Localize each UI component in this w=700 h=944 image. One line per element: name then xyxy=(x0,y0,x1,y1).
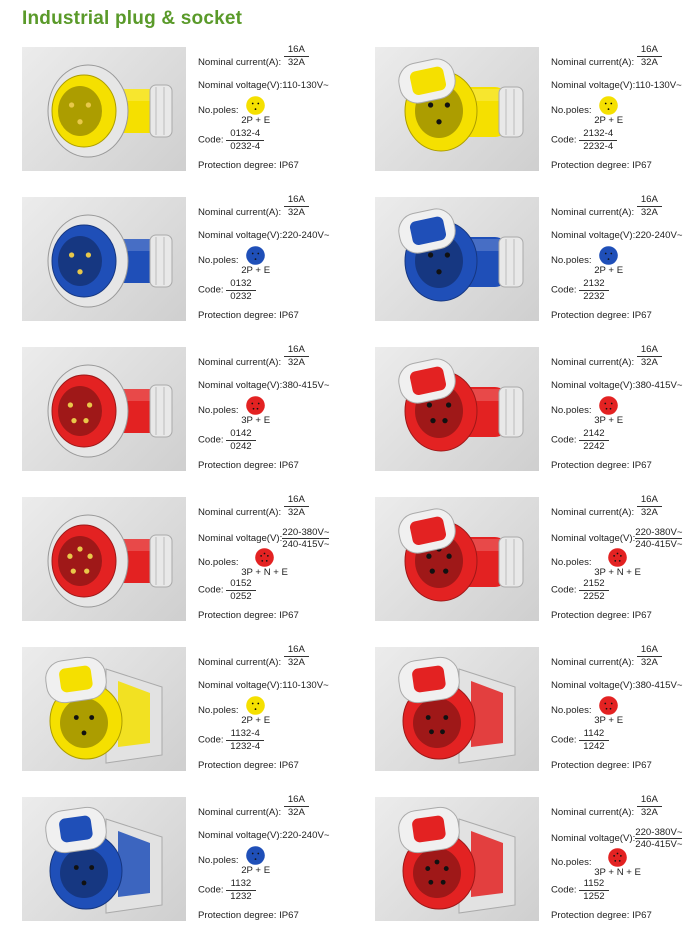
pole-pattern-icon xyxy=(608,848,627,867)
poles-badge xyxy=(594,246,623,276)
poles-row xyxy=(198,96,270,126)
code-value: 1252 xyxy=(583,891,605,902)
product-item xyxy=(22,644,349,794)
current-row xyxy=(198,644,309,669)
voltage-label: Nominal voltage(V): xyxy=(198,230,283,241)
product-photo xyxy=(22,347,186,471)
code-value: 2232 xyxy=(583,291,605,302)
poles-value: 2P + E xyxy=(594,265,624,276)
poles-value: 3P + N + E xyxy=(594,567,641,578)
current-row xyxy=(551,494,662,519)
current-label: Nominal current(A): xyxy=(198,807,282,819)
voltage-value: 220-240V~ xyxy=(635,230,683,241)
product-item xyxy=(22,494,349,644)
voltage-value: 240-415V~ xyxy=(635,539,683,550)
code-label: Code: xyxy=(198,284,224,296)
current-value: 32A xyxy=(287,807,305,818)
current-value: 32A xyxy=(640,507,658,518)
code-row xyxy=(198,128,264,153)
voltage-value: 220-380V~ xyxy=(635,527,683,538)
poles-badge xyxy=(241,96,270,126)
code-row xyxy=(551,128,617,153)
current-value: 16A xyxy=(284,494,309,507)
voltage-label: Nominal voltage(V): xyxy=(198,680,283,691)
poles-badge xyxy=(594,396,623,426)
product-photo xyxy=(375,497,539,621)
current-value: 32A xyxy=(640,357,658,368)
code-value: 1142 xyxy=(579,728,608,741)
poles-value: 2P + E xyxy=(241,715,271,726)
code-values xyxy=(579,128,617,153)
poles-label: No.poles: xyxy=(198,705,239,716)
current-label: Nominal current(A): xyxy=(551,57,635,69)
code-values xyxy=(226,428,255,453)
poles-value: 3P + N + E xyxy=(594,867,641,878)
poles-label: No.poles: xyxy=(198,557,239,568)
voltage-value: 380-415V~ xyxy=(282,380,330,391)
current-value: 32A xyxy=(640,657,658,668)
current-value: 16A xyxy=(637,794,662,807)
current-row xyxy=(198,344,309,369)
protection-row: Protection degree: IP67 xyxy=(198,310,299,321)
code-value: 2252 xyxy=(583,591,605,602)
code-value: 2132 xyxy=(579,278,608,291)
poles-row xyxy=(198,548,288,578)
current-value: 16A xyxy=(284,44,309,57)
current-row xyxy=(198,494,309,519)
current-label: Nominal current(A): xyxy=(551,807,635,819)
current-value: 32A xyxy=(640,807,658,818)
product-item xyxy=(375,194,700,344)
current-label: Nominal current(A): xyxy=(551,657,635,669)
code-label: Code: xyxy=(198,884,224,896)
code-label: Code: xyxy=(198,434,224,446)
product-item xyxy=(375,794,700,944)
voltage-row xyxy=(551,827,682,850)
voltage-row xyxy=(551,81,682,91)
code-value: 2232-4 xyxy=(583,141,614,152)
code-value: 1152 xyxy=(579,878,608,891)
poles-value: 2P + E xyxy=(241,265,271,276)
protection-row: Protection degree: IP67 xyxy=(551,460,652,471)
current-value: 32A xyxy=(640,57,658,68)
voltage-row xyxy=(198,681,329,691)
voltage-row xyxy=(198,381,329,391)
current-value: 32A xyxy=(640,207,658,218)
voltage-value: 220-240V~ xyxy=(282,830,330,841)
code-value: 1242 xyxy=(583,741,605,752)
current-label: Nominal current(A): xyxy=(198,657,282,669)
poles-row xyxy=(551,696,623,726)
poles-label: No.poles: xyxy=(198,255,239,266)
protection-row: Protection degree: IP67 xyxy=(551,310,652,321)
poles-label: No.poles: xyxy=(551,255,592,266)
voltage-row xyxy=(198,231,329,241)
product-item xyxy=(375,344,700,494)
current-value: 16A xyxy=(637,494,662,507)
voltage-row xyxy=(198,81,329,91)
pole-pattern-icon xyxy=(599,96,618,115)
protection-row: Protection degree: IP67 xyxy=(198,910,299,921)
current-values xyxy=(284,644,309,669)
code-values xyxy=(579,428,608,453)
current-values xyxy=(637,194,662,219)
current-value: 32A xyxy=(287,507,305,518)
poles-label: No.poles: xyxy=(551,857,592,868)
code-values xyxy=(226,578,255,603)
current-row xyxy=(198,194,309,219)
poles-badge xyxy=(594,696,623,726)
voltage-values xyxy=(635,527,682,550)
protection-row: Protection degree: IP67 xyxy=(198,760,299,771)
voltage-value: 110-130V~ xyxy=(635,80,682,91)
code-label: Code: xyxy=(551,434,577,446)
code-value: 2242 xyxy=(583,441,605,452)
code-row xyxy=(198,878,256,903)
poles-badge xyxy=(241,246,270,276)
voltage-values xyxy=(635,827,682,850)
code-row xyxy=(551,278,609,303)
code-label: Code: xyxy=(198,734,224,746)
product-photo xyxy=(22,197,186,321)
voltage-row xyxy=(198,831,329,841)
product-item xyxy=(22,794,349,944)
current-values xyxy=(637,494,662,519)
poles-value: 3P + E xyxy=(594,715,624,726)
poles-label: No.poles: xyxy=(551,405,592,416)
product-item xyxy=(375,644,700,794)
code-value: 0132-4 xyxy=(226,128,264,141)
voltage-value: 220-380V~ xyxy=(282,527,330,538)
code-value: 0152 xyxy=(226,578,255,591)
code-row xyxy=(198,278,256,303)
voltage-value: 220-380V~ xyxy=(635,827,683,838)
voltage-label: Nominal voltage(V): xyxy=(198,380,283,391)
current-value: 16A xyxy=(637,644,662,657)
voltage-row xyxy=(551,231,682,241)
poles-row xyxy=(551,396,623,426)
protection-row: Protection degree: IP67 xyxy=(198,160,299,171)
pole-pattern-icon xyxy=(599,396,618,415)
poles-row xyxy=(551,246,623,276)
voltage-value: 380-415V~ xyxy=(635,380,683,391)
voltage-label: Nominal voltage(V): xyxy=(551,533,636,545)
current-row xyxy=(551,344,662,369)
product-photo xyxy=(22,647,186,771)
poles-badge xyxy=(594,848,641,878)
current-value: 16A xyxy=(637,44,662,57)
current-row xyxy=(551,794,662,819)
current-values xyxy=(637,44,662,69)
code-values xyxy=(226,728,264,753)
code-label: Code: xyxy=(551,134,577,146)
current-values xyxy=(284,494,309,519)
pole-pattern-icon xyxy=(255,548,274,567)
pole-pattern-icon xyxy=(246,246,265,265)
current-values xyxy=(284,44,309,69)
current-row xyxy=(551,44,662,69)
pole-pattern-icon xyxy=(608,548,627,567)
code-value: 0132 xyxy=(226,278,255,291)
code-label: Code: xyxy=(551,584,577,596)
poles-row xyxy=(198,246,270,276)
code-values xyxy=(579,728,608,753)
product-photo xyxy=(375,47,539,171)
current-value: 16A xyxy=(284,194,309,207)
code-values xyxy=(226,878,255,903)
code-value: 0252 xyxy=(230,591,252,602)
code-values xyxy=(579,278,608,303)
code-label: Code: xyxy=(198,584,224,596)
code-label: Code: xyxy=(551,284,577,296)
poles-value: 3P + E xyxy=(241,415,271,426)
poles-label: No.poles: xyxy=(551,105,592,116)
current-label: Nominal current(A): xyxy=(198,357,282,369)
current-row xyxy=(551,644,662,669)
code-row xyxy=(551,578,609,603)
voltage-label: Nominal voltage(V): xyxy=(551,80,636,91)
current-value: 16A xyxy=(284,794,309,807)
protection-row: Protection degree: IP67 xyxy=(551,160,652,171)
current-label: Nominal current(A): xyxy=(198,57,282,69)
code-row xyxy=(551,428,609,453)
product-photo xyxy=(22,47,186,171)
poles-value: 2P + E xyxy=(241,865,271,876)
current-row xyxy=(551,194,662,219)
current-label: Nominal current(A): xyxy=(551,507,635,519)
poles-value: 3P + N + E xyxy=(241,567,288,578)
voltage-label: Nominal voltage(V): xyxy=(198,80,283,91)
poles-label: No.poles: xyxy=(198,405,239,416)
code-value: 0232-4 xyxy=(230,141,261,152)
code-values xyxy=(579,878,608,903)
poles-badge xyxy=(594,96,623,126)
code-row xyxy=(198,578,256,603)
voltage-row xyxy=(198,527,329,550)
poles-label: No.poles: xyxy=(551,705,592,716)
code-value: 1132 xyxy=(226,878,255,891)
voltage-values xyxy=(282,527,329,550)
current-row xyxy=(198,794,309,819)
poles-row xyxy=(551,548,641,578)
current-row xyxy=(198,44,309,69)
voltage-row xyxy=(551,681,682,691)
product-item xyxy=(22,344,349,494)
product-photo xyxy=(375,197,539,321)
code-value: 0232 xyxy=(230,291,252,302)
voltage-row xyxy=(551,381,682,391)
voltage-label: Nominal voltage(V): xyxy=(551,680,636,691)
voltage-value: 220-240V~ xyxy=(282,230,330,241)
code-row xyxy=(551,878,609,903)
product-photo xyxy=(22,797,186,921)
poles-row xyxy=(551,96,623,126)
protection-row: Protection degree: IP67 xyxy=(198,610,299,621)
current-value: 32A xyxy=(287,657,305,668)
pole-pattern-icon xyxy=(599,696,618,715)
poles-badge xyxy=(241,846,270,876)
poles-value: 2P + E xyxy=(594,115,624,126)
pole-pattern-icon xyxy=(246,96,265,115)
voltage-value: 110-130V~ xyxy=(282,80,329,91)
code-value: 1232-4 xyxy=(230,741,261,752)
product-item xyxy=(375,494,700,644)
code-values xyxy=(226,128,264,153)
code-value: 1132-4 xyxy=(226,728,264,741)
current-values xyxy=(637,794,662,819)
code-value: 0242 xyxy=(230,441,252,452)
current-label: Nominal current(A): xyxy=(198,207,282,219)
protection-row: Protection degree: IP67 xyxy=(551,910,652,921)
code-row xyxy=(198,428,256,453)
poles-row xyxy=(198,396,270,426)
poles-badge xyxy=(594,548,641,578)
voltage-label: Nominal voltage(V): xyxy=(198,830,283,841)
pole-pattern-icon xyxy=(246,846,265,865)
current-values xyxy=(284,194,309,219)
voltage-value: 240-415V~ xyxy=(635,839,683,850)
product-photo xyxy=(22,497,186,621)
voltage-label: Nominal voltage(V): xyxy=(551,230,636,241)
poles-value: 2P + E xyxy=(241,115,271,126)
current-value: 32A xyxy=(287,357,305,368)
voltage-value: 110-130V~ xyxy=(282,680,329,691)
poles-badge xyxy=(241,396,270,426)
current-values xyxy=(284,794,309,819)
current-label: Nominal current(A): xyxy=(198,507,282,519)
code-values xyxy=(579,578,608,603)
poles-label: No.poles: xyxy=(551,557,592,568)
pole-pattern-icon xyxy=(599,246,618,265)
poles-row xyxy=(551,848,641,878)
page-title: Industrial plug & socket xyxy=(22,8,243,29)
poles-label: No.poles: xyxy=(198,105,239,116)
current-label: Nominal current(A): xyxy=(551,357,635,369)
poles-row xyxy=(198,696,270,726)
voltage-label: Nominal voltage(V): xyxy=(551,833,636,845)
voltage-value: 380-415V~ xyxy=(635,680,683,691)
protection-row: Protection degree: IP67 xyxy=(551,610,652,621)
product-grid xyxy=(22,44,700,944)
current-values xyxy=(637,644,662,669)
code-values xyxy=(226,278,255,303)
code-value: 2152 xyxy=(579,578,608,591)
current-value: 32A xyxy=(287,207,305,218)
code-value: 2132-4 xyxy=(579,128,617,141)
code-value: 2142 xyxy=(579,428,608,441)
code-row xyxy=(551,728,609,753)
code-label: Code: xyxy=(551,734,577,746)
code-label: Code: xyxy=(198,134,224,146)
current-value: 16A xyxy=(637,194,662,207)
voltage-value: 240-415V~ xyxy=(282,539,330,550)
current-label: Nominal current(A): xyxy=(551,207,635,219)
current-value: 16A xyxy=(284,644,309,657)
voltage-label: Nominal voltage(V): xyxy=(551,380,636,391)
voltage-label: Nominal voltage(V): xyxy=(198,533,283,545)
poles-badge xyxy=(241,696,270,726)
pole-pattern-icon xyxy=(246,696,265,715)
code-value: 1232 xyxy=(230,891,252,902)
code-row xyxy=(198,728,264,753)
current-value: 16A xyxy=(637,344,662,357)
current-values xyxy=(284,344,309,369)
product-item xyxy=(22,44,349,194)
current-values xyxy=(637,344,662,369)
product-item xyxy=(375,44,700,194)
pole-pattern-icon xyxy=(246,396,265,415)
code-value: 0142 xyxy=(226,428,255,441)
product-photo xyxy=(375,347,539,471)
product-photo xyxy=(375,797,539,921)
product-photo xyxy=(375,647,539,771)
protection-row: Protection degree: IP67 xyxy=(198,460,299,471)
poles-badge xyxy=(241,548,288,578)
poles-value: 3P + E xyxy=(594,415,624,426)
voltage-row xyxy=(551,527,682,550)
product-item xyxy=(22,194,349,344)
poles-label: No.poles: xyxy=(198,855,239,866)
poles-row xyxy=(198,846,270,876)
current-value: 32A xyxy=(287,57,305,68)
protection-row: Protection degree: IP67 xyxy=(551,760,652,771)
code-label: Code: xyxy=(551,884,577,896)
current-value: 16A xyxy=(284,344,309,357)
